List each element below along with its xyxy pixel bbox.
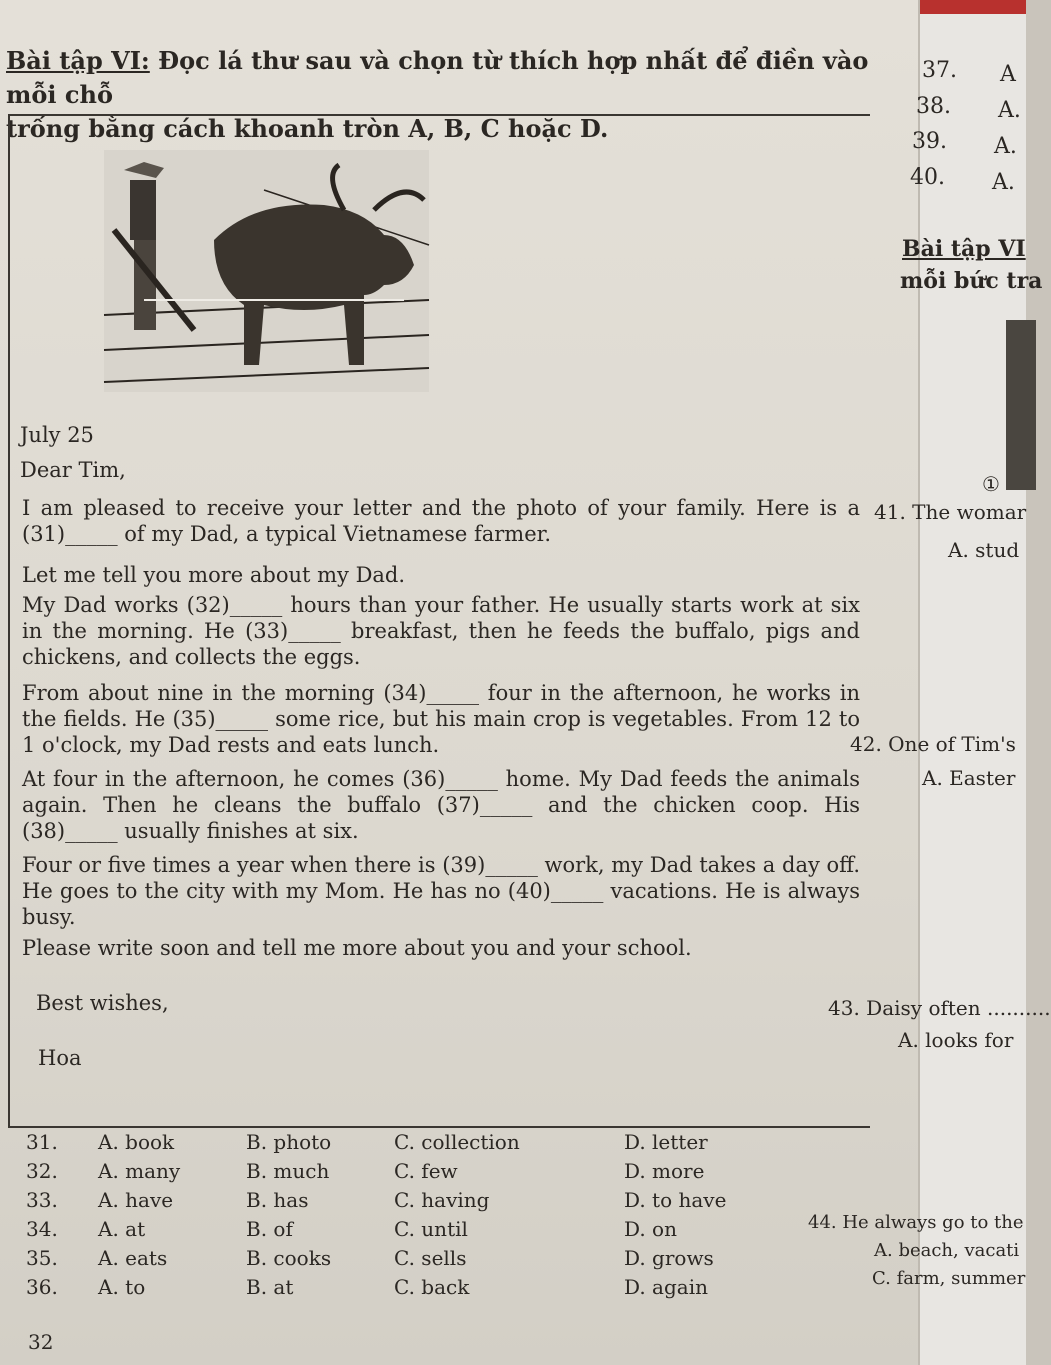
option-c[interactable]: C. few bbox=[394, 1159, 458, 1183]
letter-paragraph: Please write soon and tell me more about you and your school. bbox=[22, 936, 692, 960]
option-b[interactable]: B. of bbox=[246, 1217, 293, 1241]
option-d[interactable]: D. to have bbox=[624, 1188, 727, 1212]
option-a[interactable]: A. many bbox=[98, 1159, 181, 1183]
question-43: 43. Daisy often .......... bbox=[828, 996, 1051, 1020]
question-number: 32. bbox=[26, 1159, 58, 1183]
option-c[interactable]: C. back bbox=[394, 1275, 470, 1299]
answer-option: A. bbox=[994, 134, 1017, 159]
question-number: 35. bbox=[26, 1246, 58, 1270]
option-d[interactable]: D. more bbox=[624, 1159, 705, 1183]
answer-option: A. bbox=[992, 170, 1015, 195]
letter-greeting: Dear Tim, bbox=[20, 458, 126, 482]
option-a[interactable]: A. at bbox=[98, 1217, 146, 1241]
answer-option: A bbox=[1000, 62, 1016, 87]
next-exercise-subheading: mỗi bức tra bbox=[900, 268, 1043, 294]
question-number: 33. bbox=[26, 1188, 58, 1212]
question-44-option-c: C. farm, summer bbox=[872, 1268, 1026, 1289]
answer-option: A. bbox=[998, 98, 1021, 123]
answer-number: 37. bbox=[922, 58, 957, 83]
farmer-buffalo-illustration bbox=[104, 150, 429, 392]
page-number: 32 bbox=[28, 1330, 54, 1354]
option-c[interactable]: C. collection bbox=[394, 1130, 520, 1154]
question-number: 34. bbox=[26, 1217, 58, 1241]
question-number: 36. bbox=[26, 1275, 58, 1299]
letter-paragraph: At four in the afternoon, he comes (36)_____ home. My Dad feeds the animals again. Then he cleans the buffalo (37)_____ and the chicken coop. His (38)_____ usually finishes at six. bbox=[22, 767, 860, 843]
letter-date: July 25 bbox=[20, 423, 94, 447]
question-41: 41. The womar bbox=[874, 500, 1027, 524]
option-b[interactable]: B. at bbox=[246, 1275, 294, 1299]
question-41-option-a: A. stud bbox=[948, 538, 1020, 562]
picture-number-marker: ① bbox=[982, 472, 1000, 496]
answer-number: 40. bbox=[910, 165, 945, 190]
red-background-edge bbox=[920, 0, 1026, 14]
picture-edge bbox=[1006, 320, 1036, 490]
answer-number: 39. bbox=[912, 129, 947, 154]
question-44: 44. He always go to the bbox=[808, 1212, 1024, 1233]
option-d[interactable]: D. letter bbox=[624, 1130, 708, 1154]
question-42: 42. One of Tim's bbox=[850, 732, 1016, 756]
option-a[interactable]: A. to bbox=[98, 1275, 146, 1299]
question-number: 31. bbox=[26, 1130, 58, 1154]
option-a[interactable]: A. book bbox=[98, 1130, 175, 1154]
letter-closing: Best wishes, bbox=[36, 991, 169, 1015]
option-c[interactable]: C. sells bbox=[394, 1246, 467, 1270]
next-exercise-heading: Bài tập VI bbox=[902, 236, 1026, 262]
letter-paragraph: Let me tell you more about my Dad. bbox=[22, 563, 406, 587]
option-c[interactable]: C. having bbox=[394, 1188, 490, 1212]
question-44-option-a: A. beach, vacati bbox=[874, 1240, 1020, 1261]
option-a[interactable]: A. have bbox=[98, 1188, 174, 1212]
option-b[interactable]: B. cooks bbox=[246, 1246, 332, 1270]
letter-paragraph: My Dad works (32)_____ hours than your father. He usually starts work at six in the morning. He (33)_____ breakfast, then he feeds the buffalo, pigs and chickens, and collects the eggs. bbox=[22, 593, 860, 669]
letter-paragraph: I am pleased to receive your letter and the photo of your family. Here is a (31)_____ of my Dad, a typical Vietnamese farmer. bbox=[22, 496, 860, 546]
option-d[interactable]: D. grows bbox=[624, 1246, 714, 1270]
option-d[interactable]: D. on bbox=[624, 1217, 677, 1241]
question-43-option-a: A. looks for bbox=[898, 1028, 1014, 1052]
letter-paragraph: From about nine in the morning (34)_____ four in the afternoon, he works in the fields. He (35)_____ some rice, but his main crop is vegetables. From 12 to 1 o'clock, my Dad rests and eats lunch. bbox=[22, 681, 860, 757]
instruction-line2: trống bằng cách khoanh tròn A, B, C hoặc D. bbox=[6, 114, 609, 143]
option-a[interactable]: A. eats bbox=[98, 1246, 168, 1270]
exercise-label: Bài tập VI: bbox=[6, 46, 150, 75]
option-b[interactable]: B. has bbox=[246, 1188, 309, 1212]
letter-signature: Hoa bbox=[38, 1046, 82, 1070]
instruction-line1: Đọc lá thư sau và chọn từ thích hợp nhất để điền vào mỗi chỗ bbox=[6, 46, 869, 109]
letter-paragraph: Four or five times a year when there is (39)_____ work, my Dad takes a day off. He goes to the city with my Mom. He has no (40)_____ vacations. He is always busy. bbox=[22, 853, 860, 929]
question-42-option-a: A. Easter bbox=[922, 766, 1016, 790]
answer-number: 38. bbox=[916, 94, 951, 119]
option-d[interactable]: D. again bbox=[624, 1275, 708, 1299]
option-b[interactable]: B. much bbox=[246, 1159, 330, 1183]
right-page bbox=[808, 0, 1051, 1365]
option-b[interactable]: B. photo bbox=[246, 1130, 332, 1154]
option-c[interactable]: C. until bbox=[394, 1217, 468, 1241]
